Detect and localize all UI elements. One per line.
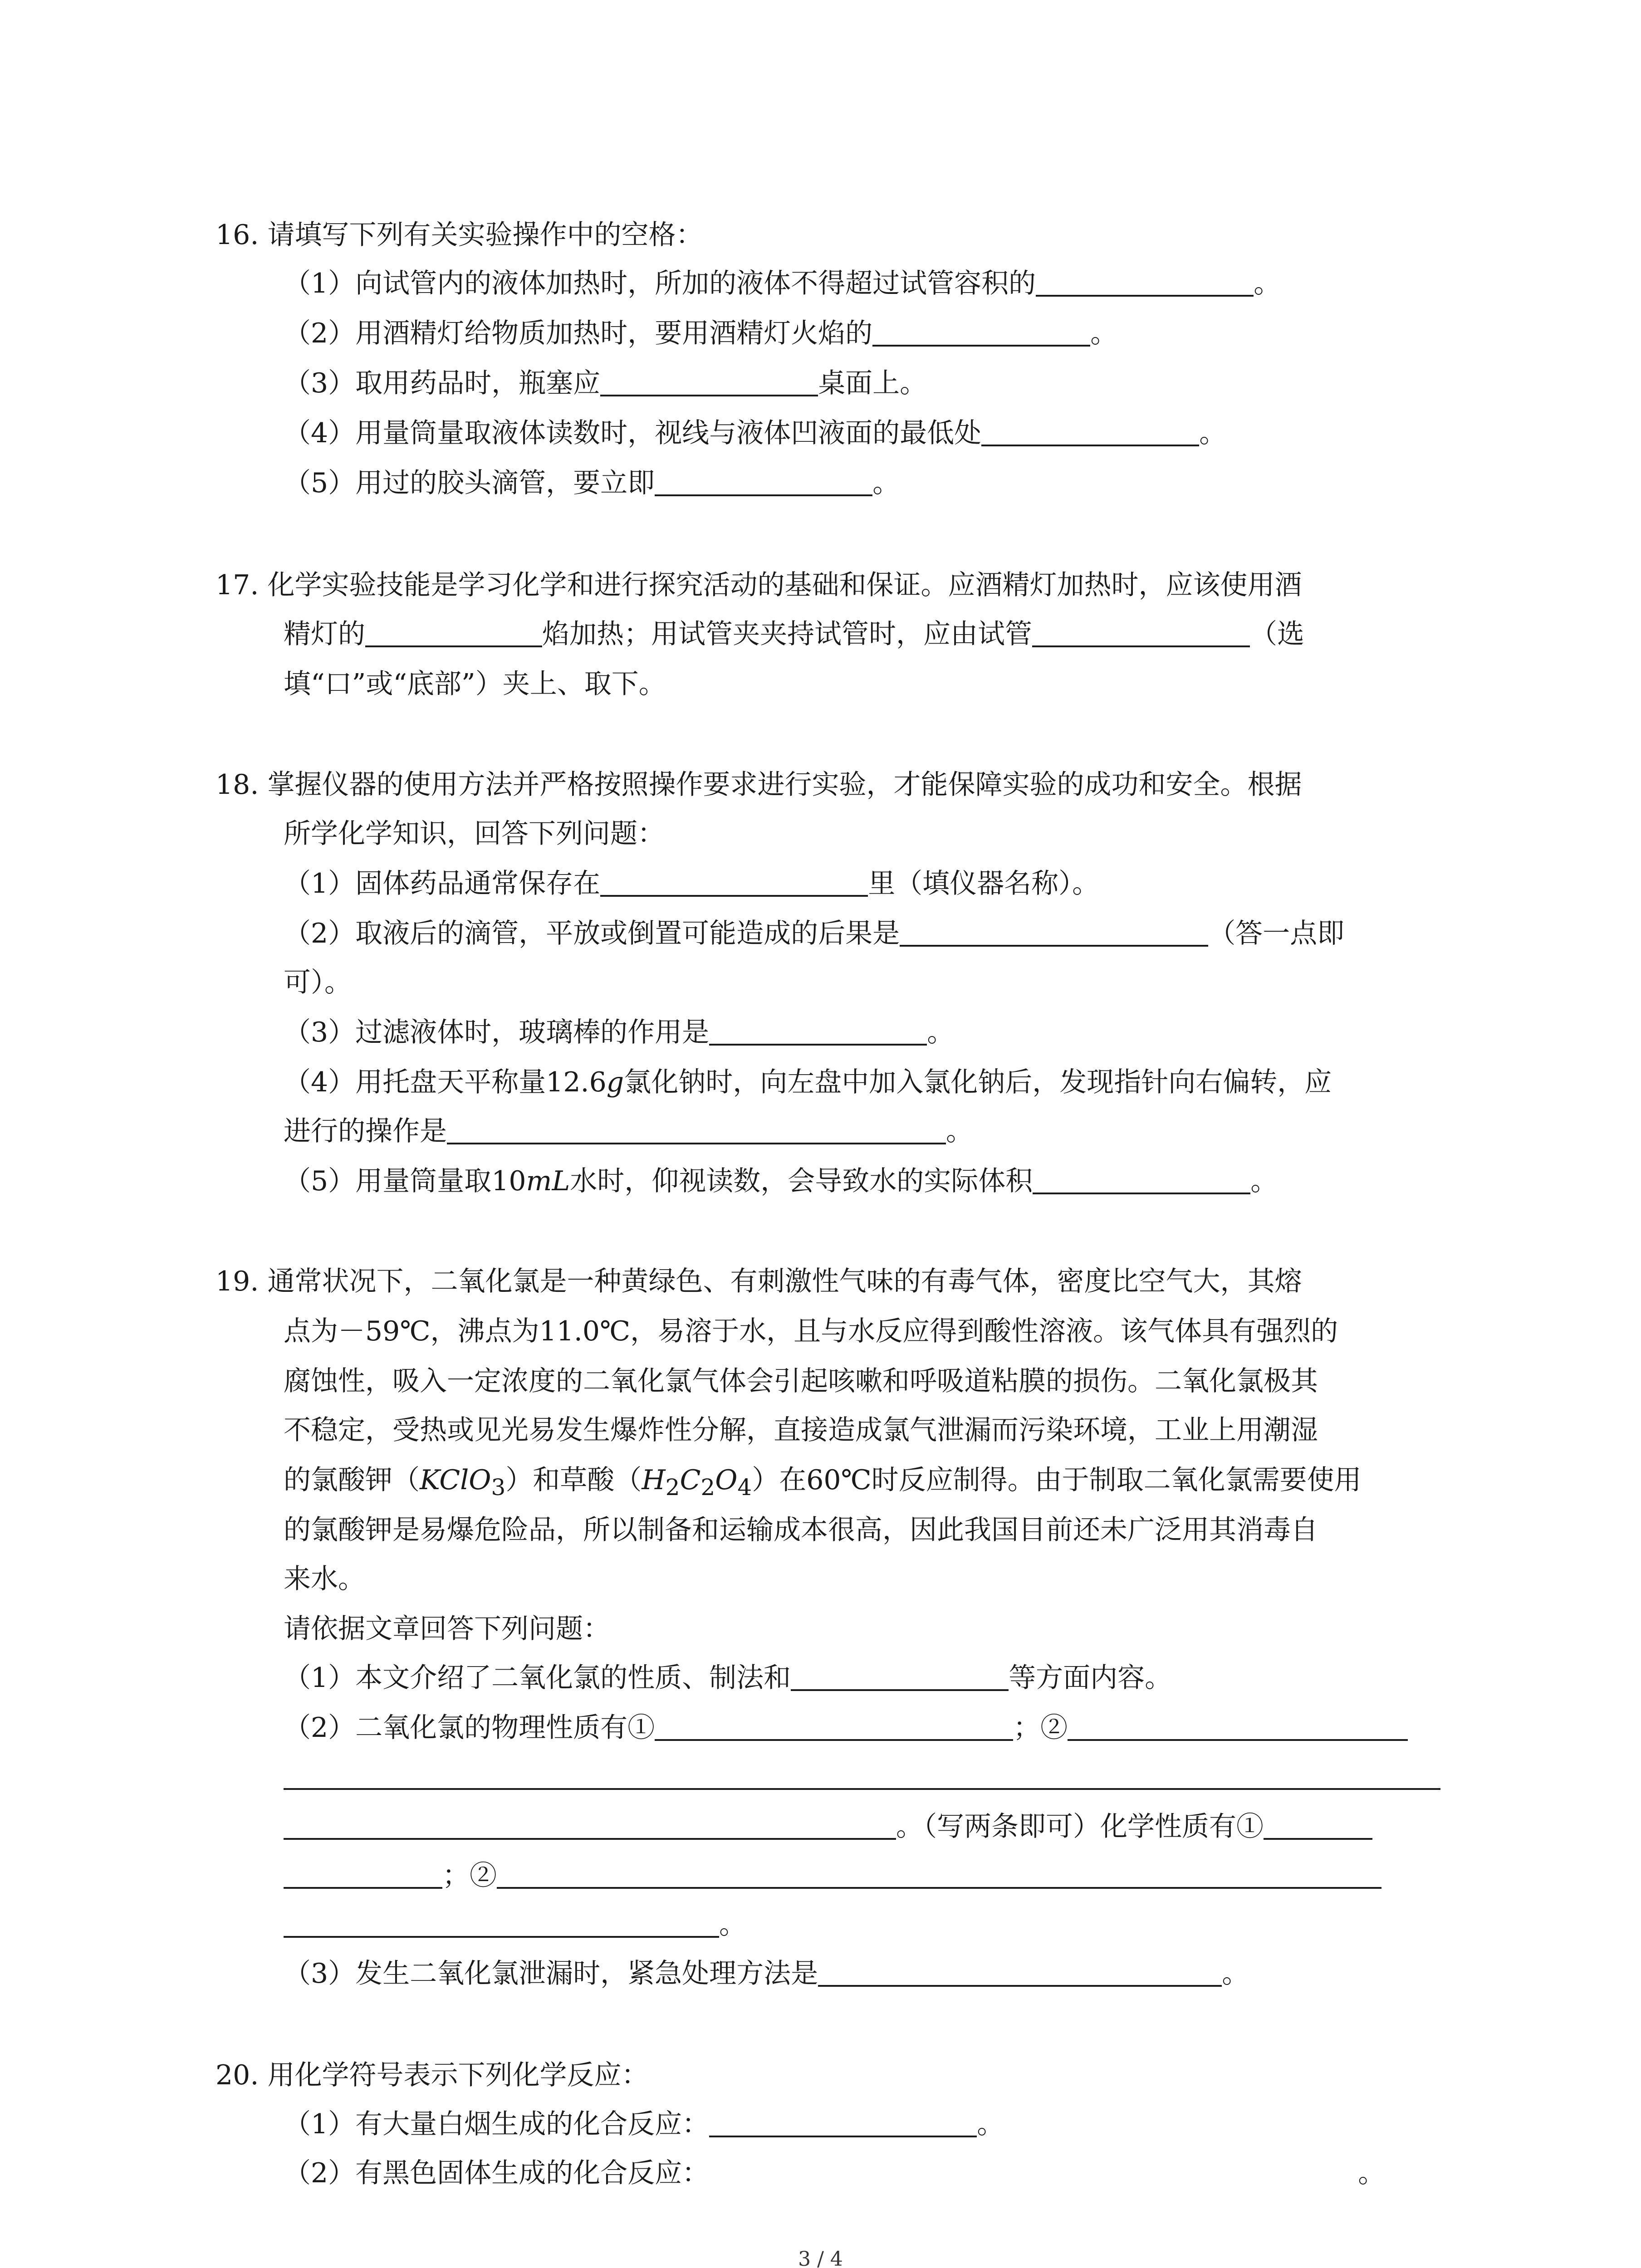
- q18-line-1: [216, 769, 1302, 801]
- q16-item-3-text: （3）取用药品时，瓶塞应: [284, 367, 601, 399]
- q17-line-3: 填“口”或“底部”）夹上、取下。: [284, 668, 666, 700]
- q18-item-2-cont: 可）。: [284, 967, 352, 998]
- q19-text-5c: ）在60℃时反应制得。由于制取二氧化氯需要使用: [752, 1464, 1362, 1496]
- formula-subscript: 3: [491, 1474, 506, 1501]
- q19-text-5a: 的氯酸钾（: [284, 1464, 420, 1496]
- answer-blank[interactable]: [600, 870, 868, 897]
- answer-blank[interactable]: [709, 1019, 927, 1046]
- q16-item-4-end: 。: [1199, 417, 1227, 449]
- q19-item-2: [284, 1712, 1408, 1744]
- q19-item-2-text: （2）二氧化氯的物理性质有①: [284, 1712, 655, 1744]
- q20-item-2-end: 。: [1358, 2157, 1386, 2189]
- q17-number: 17.: [216, 569, 259, 601]
- answer-blank[interactable]: [447, 1118, 946, 1144]
- q16-item-2: [284, 320, 1117, 347]
- q17-text-2b: 焰加热；用试管夹夹持试管时，应由试管: [542, 618, 1032, 650]
- q19-line-4: 不稳定，受热或见光易发生爆炸性分解，直接造成氯气泄漏而污染环境，工业上用潮湿: [284, 1414, 1318, 1446]
- q17-line-1: [216, 569, 1302, 601]
- q19-item-1-end: 等方面内容。: [1009, 1662, 1172, 1694]
- q20-number: 20.: [216, 2059, 259, 2091]
- q19-item-2-end: 。: [719, 1909, 746, 1941]
- q18-item-3: [284, 1019, 954, 1046]
- q19-item-2-sep: ；②: [1013, 1712, 1068, 1744]
- q19-item-3: [284, 1960, 1249, 1987]
- q18-item-5-end: 。: [1250, 1165, 1278, 1197]
- q18-item-4-cont-text: 进行的操作是: [284, 1115, 447, 1147]
- answer-blank[interactable]: [1033, 1168, 1250, 1194]
- answer-blank[interactable]: [872, 320, 1090, 347]
- q18-item-5: [284, 1165, 1278, 1197]
- q16-item-2-text: （2）用酒精灯给物质加热时，要用酒精灯火焰的: [284, 318, 873, 349]
- q19-line-7: 来水。: [284, 1563, 365, 1595]
- q18-volume-value: 10: [491, 1165, 526, 1197]
- q16-item-1-text: （1）向试管内的液体加热时，所加的液体不得超过试管容积的: [284, 268, 1036, 299]
- q19-item-2-cont-3: [284, 1909, 746, 1941]
- q16-item-1: [284, 270, 1281, 297]
- answer-blank[interactable]: [655, 470, 872, 496]
- q17-text-2c: （选: [1250, 618, 1304, 650]
- formula-o: O: [715, 1464, 738, 1496]
- q16-stem: [216, 221, 703, 249]
- q16-item-4-text: （4）用量筒量取液体读数时，视线与液体凹液面的最低处: [284, 417, 982, 449]
- q18-line-2: 所学化学知识，回答下列问题：: [284, 818, 665, 850]
- q20-stem-text: 用化学符号表示下列化学反应：: [267, 2059, 649, 2091]
- q18-item-3-end: 。: [927, 1017, 955, 1048]
- q18-item-1: [284, 870, 1099, 897]
- q16-item-5: [284, 469, 900, 497]
- q19-ask: 请依据文章回答下列问题：: [284, 1613, 610, 1645]
- q18-item-4-rest: 氯化钠时，向左盘中加入氯化钠后，发现指针向右偏转，应: [624, 1066, 1332, 1098]
- q17-text-1: 化学实验技能是学习化学和进行探究活动的基础和保证。应酒精灯加热时，应该使用酒: [267, 569, 1302, 601]
- q20-item-2: [284, 2157, 1386, 2189]
- answer-blank[interactable]: [1068, 1715, 1408, 1741]
- q18-text-1: 掌握仪器的使用方法并严格按照操作要求进行实验，才能保障实验的成功和安全。根据: [267, 769, 1302, 801]
- q19-item-2-sep-2: ；②: [442, 1860, 497, 1892]
- q16-item-5-end: 。: [872, 467, 900, 499]
- q20-item-2-text: （2）有黑色固体生成的化合反应：: [284, 2157, 710, 2189]
- q16-item-3: [284, 367, 927, 399]
- q19-item-2-chem: 。（写两条即可）化学性质有①: [896, 1811, 1264, 1843]
- q19-line-1: [216, 1268, 1302, 1295]
- answer-blank[interactable]: [818, 1960, 1222, 1987]
- answer-blank[interactable]: [709, 2111, 977, 2137]
- q16-item-5-text: （5）用过的胶头滴管，要立即: [284, 467, 655, 499]
- q16-item-4: [284, 417, 1227, 449]
- formula-subscript: 2: [700, 1474, 715, 1501]
- q18-item-4: [284, 1066, 1332, 1098]
- q19-item-2-blank-line: [284, 1763, 1440, 1790]
- q20-item-1-text: （1）有大量白烟生成的化合反应：: [284, 2108, 710, 2140]
- q18-item-2-end: （答一点即: [1208, 918, 1345, 949]
- formula-c: C: [680, 1464, 701, 1496]
- q19-item-1: [284, 1662, 1172, 1694]
- page-number: 3 / 4: [798, 2248, 843, 2268]
- q19-text-1: 通常状况下，二氧化氯是一种黄绿色、有刺激性气味的有毒气体，密度比空气大，其熔: [267, 1266, 1302, 1297]
- q19-item-2-cont: [284, 1811, 1372, 1843]
- q18-item-3-text: （3）过滤液体时，玻璃棒的作用是: [284, 1017, 710, 1048]
- answer-blank[interactable]: [981, 420, 1199, 446]
- q20-item-1: [284, 2108, 1004, 2140]
- q19-line-5: [284, 1466, 1362, 1499]
- q18-item-5-rest: 水时，仰视读数，会导致水的实际体积: [570, 1165, 1033, 1197]
- q18-item-5-text: （5）用量筒量取: [284, 1165, 492, 1197]
- answer-blank[interactable]: [284, 1764, 1440, 1790]
- formula-h: H: [642, 1464, 666, 1496]
- answer-blank[interactable]: [1032, 621, 1250, 647]
- answer-blank[interactable]: [900, 920, 1208, 947]
- formula-subscript: 2: [665, 1474, 680, 1501]
- answer-blank[interactable]: [365, 621, 542, 647]
- q18-item-2-text: （2）取液后的滴管，平放或倒置可能造成的后果是: [284, 918, 900, 949]
- answer-blank[interactable]: [284, 1911, 719, 1938]
- q18-item-4-end: 。: [946, 1115, 973, 1147]
- q16-stem-text: 请填写下列有关实验操作中的空格：: [267, 219, 703, 251]
- q16-item-2-end: 。: [1090, 318, 1118, 349]
- q19-item-3-text: （3）发生二氧化氯泄漏时，紧急处理方法是: [284, 1958, 818, 1989]
- answer-blank[interactable]: [600, 370, 818, 396]
- q18-item-1-text: （1）固体药品通常保存在: [284, 868, 601, 899]
- q19-number: 19.: [216, 1266, 259, 1297]
- q18-mass-unit: g: [606, 1066, 624, 1098]
- answer-blank[interactable]: [655, 1715, 1013, 1741]
- answer-blank[interactable]: [284, 1813, 896, 1840]
- q16-item-3-end: 桌面上。: [818, 367, 927, 399]
- q19-line-6: 的氯酸钾是易爆危险品，所以制备和运输成本很高，因此我国目前还未广泛用其消毒自: [284, 1514, 1318, 1546]
- answer-blank[interactable]: [1264, 1813, 1372, 1840]
- q17-line-2: [284, 618, 1304, 650]
- q19-item-3-end: 。: [1222, 1958, 1249, 1989]
- q18-volume-unit: mL: [526, 1165, 570, 1197]
- q16-number: 16.: [216, 219, 259, 251]
- q19-item-2-cont-2: [284, 1860, 1381, 1892]
- q18-item-4-text: （4）用托盘天平称量: [284, 1066, 546, 1098]
- formula-subscript: 4: [737, 1474, 752, 1501]
- answer-blank[interactable]: [1036, 270, 1254, 297]
- q18-item-2: [284, 920, 1344, 947]
- formula-kclo3: KClO: [420, 1464, 491, 1496]
- q19-line-3: 腐蚀性，吸入一定浓度的二氧化氯气体会引起咳嗽和呼吸道粘膜的损伤。二氧化氯极其: [284, 1365, 1318, 1397]
- answer-blank[interactable]: [497, 1862, 1381, 1889]
- q18-item-1-end: 里（填仪器名称）。: [868, 868, 1100, 899]
- answer-blank[interactable]: [284, 1862, 442, 1889]
- answer-blank[interactable]: [791, 1665, 1009, 1691]
- q19-text-5b: ）和草酸（: [505, 1464, 642, 1496]
- q18-mass-value: 12.6: [546, 1066, 607, 1098]
- q20-stem: [216, 2059, 649, 2091]
- q18-number: 18.: [216, 769, 259, 801]
- q19-line-2: 点为－59℃，沸点为11.0℃，易溶于水，且与水反应得到酸性溶液。该气体具有强烈的: [284, 1315, 1338, 1347]
- q18-item-4-cont: [284, 1115, 973, 1147]
- q16-item-1-end: 。: [1254, 268, 1281, 299]
- q20-item-1-end: 。: [977, 2108, 1004, 2140]
- q17-text-2a: 精灯的: [284, 618, 365, 650]
- q19-item-1-text: （1）本文介绍了二氧化氯的性质、制法和: [284, 1662, 791, 1694]
